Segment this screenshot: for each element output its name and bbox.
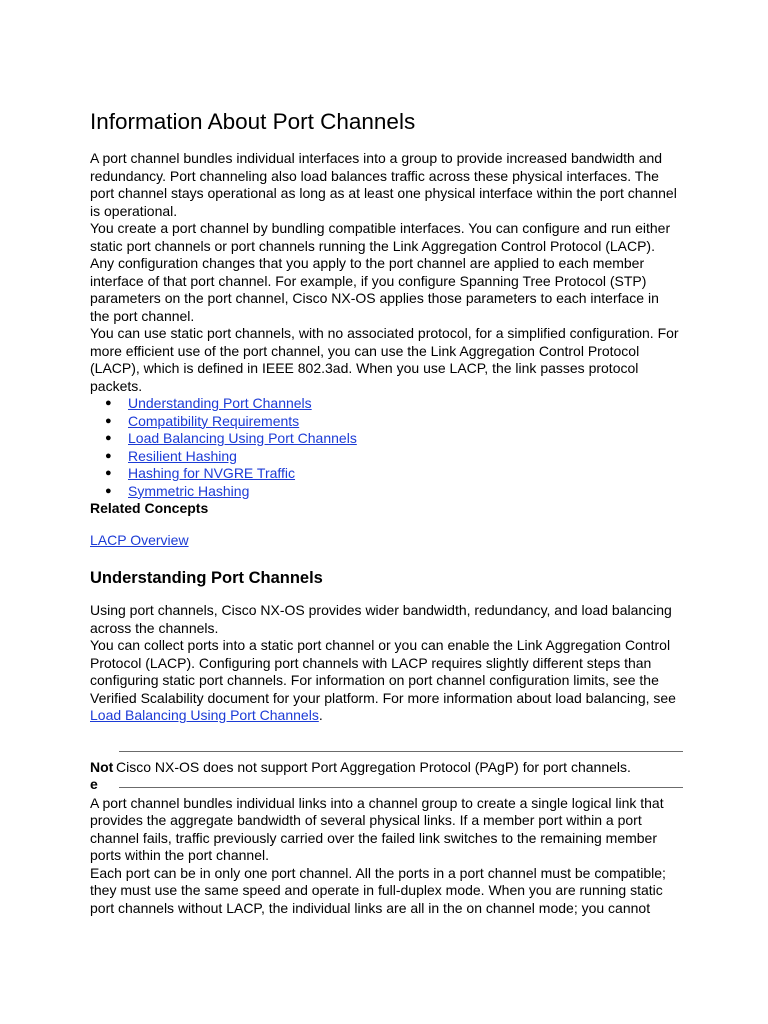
bullet-icon: ● xyxy=(105,467,112,479)
note-text: Cisco NX-OS does not support Port Aggregation Protocol (PAgP) for port channels. xyxy=(116,758,631,775)
list-item xyxy=(90,465,680,483)
intro-paragraph-1: A port channel bundles individual interfaces into a group to provide increased bandwidth and redundancy. Port channeling also load balances traffic across these physical interfaces. The port channel stays operational as long as at least one physical interface within the port channel is operational. xyxy=(90,150,677,219)
list-item xyxy=(90,413,680,431)
bullet-icon: ● xyxy=(105,397,112,409)
section-paragraph-2-end: . xyxy=(318,707,323,723)
list-item xyxy=(90,395,680,413)
note-divider-top xyxy=(119,751,683,752)
section-paragraph-1: Using port channels, Cisco NX-OS provides wider bandwidth, redundancy, and load balancing across the channels. xyxy=(90,602,672,636)
topic-link-list xyxy=(90,395,680,500)
link-understanding-port-channels[interactable]: Understanding Port Channels xyxy=(128,395,312,411)
intro-paragraph-2: You create a port channel by bundling compatible interfaces. You can configure and run either static port channels or port channels running the Link Aggregation Control Protocol (LACP). xyxy=(90,220,671,254)
bullet-icon: ● xyxy=(105,432,112,444)
link-symmetric-hashing[interactable]: Symmetric Hashing xyxy=(128,482,250,499)
link-load-balancing-inline[interactable]: Load Balancing Using Port Channels xyxy=(90,707,319,723)
note-label: Note xyxy=(90,758,114,792)
after-note-paragraph-1: A port channel bundles individual links into a channel group to create a single logical link that provides the aggregate bandwidth of several physical links. If a member port within a port channel fails, traffic previously carried over the failed link switches to the remaining member ports within the port channel. xyxy=(90,794,664,863)
note-divider-bottom xyxy=(119,787,683,788)
link-hashing-nvgre[interactable]: Hashing for NVGRE Traffic xyxy=(128,465,296,481)
related-concepts-heading: Related Concepts xyxy=(90,500,209,516)
link-resilient-hashing[interactable]: Resilient Hashing xyxy=(128,447,237,464)
bullet-icon: ● xyxy=(105,449,112,462)
list-item xyxy=(90,483,680,501)
link-lacp-overview[interactable]: LACP Overview xyxy=(90,531,189,548)
section-heading: Understanding Port Channels xyxy=(90,569,323,587)
link-compatibility-requirements[interactable]: Compatibility Requirements xyxy=(128,412,300,429)
list-item xyxy=(90,430,680,448)
list-item xyxy=(90,448,680,466)
section-paragraph-2-text: You can collect ports into a static port channel or you can enable the Link Aggregation Control Protocol (LACP). Configuring port channels with LACP requires slightly different steps than configuring static port channels. For information on port channel configuration limits, see the Verified Scalability document for your platform. For more information about load balancing, see xyxy=(90,637,676,706)
page-title: Information About Port Channels xyxy=(90,109,416,134)
document-content xyxy=(90,106,680,917)
intro-paragraph-3: Any configuration changes that you apply to the port channel are applied to each member interface of that port channel. For example, if you configure Spanning Tree Protocol (STP) parameters on the port channel, Cisco NX-OS applies those parameters to each interface in the port channel. xyxy=(90,255,659,324)
bullet-icon: ● xyxy=(105,484,112,497)
note-block xyxy=(90,745,680,795)
section-paragraph-2 xyxy=(90,637,680,725)
link-load-balancing[interactable]: Load Balancing Using Port Channels xyxy=(128,430,357,446)
intro-paragraph-4: You can use static port channels, with no associated protocol, for a simplified configuration. For more efficient use of the port channel, you can use the Link Aggregation Control Protocol (LACP), which is defined in IEEE 802.3ad. When you use LACP, the link passes protocol packets. xyxy=(90,325,679,394)
after-note-paragraph-2: Each port can be in only one port channel. All the ports in a port channel must be compatible; they must use the same speed and operate in full-duplex mode. When you are running static port channels without LACP, the individual links are all in the on channel mode; you cannot xyxy=(90,864,666,916)
bullet-icon: ● xyxy=(105,414,112,427)
